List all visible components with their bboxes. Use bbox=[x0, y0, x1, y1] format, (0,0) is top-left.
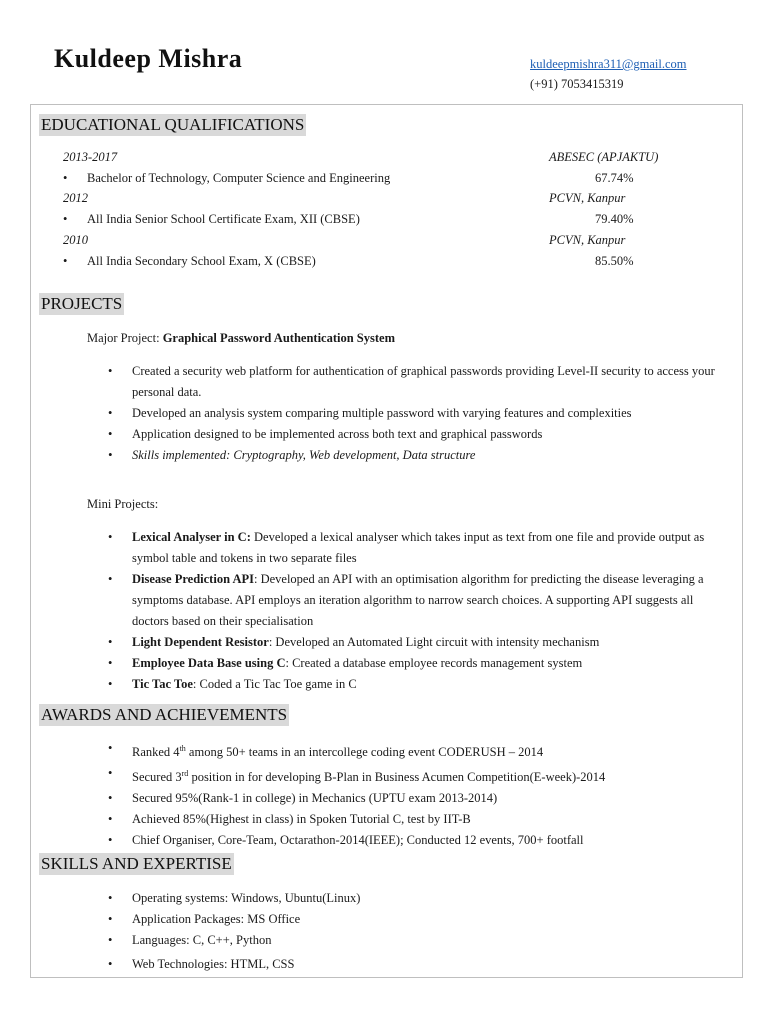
list-item bbox=[132, 674, 730, 695]
skills-implemented: • Skills implemented: Cryptography, Web development, Data structure bbox=[132, 445, 722, 466]
education-heading: EDUCATIONAL QUALIFICATIONS bbox=[41, 115, 305, 134]
list-item bbox=[132, 653, 730, 674]
mini-project-desc: : Created a database employee records management system bbox=[285, 656, 583, 670]
major-project-points bbox=[132, 361, 722, 466]
list-item: • Created a security web platform for authentication of graphical passwords providing Level-II security to access your personal data. bbox=[132, 361, 722, 403]
edu-years: 2012 bbox=[63, 191, 88, 205]
award-sup: th bbox=[179, 744, 186, 753]
list-item: • Operating systems: Windows, Ubuntu(Linux) bbox=[132, 888, 722, 909]
edu-score: 85.50% bbox=[595, 254, 634, 268]
list-item: • Chief Organiser, Core-Team, Octarathon-2014(IEEE); Conducted 12 events, 700+ footfall bbox=[132, 830, 730, 851]
list-item: • Application Packages: MS Office bbox=[132, 909, 722, 930]
edu-institution: ABESEC (APJAKTU) bbox=[549, 150, 659, 164]
phone-number: (+91) 7053415319 bbox=[530, 77, 624, 91]
list-item: • Web Technologies: HTML, CSS bbox=[132, 954, 722, 975]
skills-heading: SKILLS AND EXPERTISE bbox=[41, 854, 232, 873]
mini-project-desc: : Developed an API with an optimisation algorithm for predicting the disease leveraging a symptoms database. API employs an iteration algorithm to narrow search choices. A supporting API suggests all doctors based on their specialisation bbox=[132, 572, 704, 628]
mini-projects-label: Mini Projects: bbox=[87, 497, 159, 511]
projects-heading: PROJECTS bbox=[41, 294, 123, 313]
list-item: • Application designed to be implemented across both text and graphical passwords bbox=[132, 424, 722, 445]
skills-list bbox=[132, 888, 722, 975]
list-item bbox=[132, 763, 730, 788]
awards-heading: AWARDS AND ACHIEVEMENTS bbox=[41, 705, 288, 724]
edu-institution: PCVN, Kanpur bbox=[549, 233, 626, 247]
list-item: • Secured 95%(Rank-1 in college) in Mechanics (UPTU exam 2013-2014) bbox=[132, 788, 730, 809]
edu-degree: • All India Senior School Certificate Exam, XII (CBSE) bbox=[87, 212, 360, 227]
list-item bbox=[132, 527, 730, 569]
edu-years: 2010 bbox=[63, 233, 88, 247]
award-text: position in for developing B-Plan in Business Acumen Competition(E-week)-2014 bbox=[188, 770, 606, 785]
edu-years: 2013-2017 bbox=[63, 150, 118, 164]
list-item bbox=[132, 632, 730, 653]
email-link[interactable]: kuldeepmishra311@gmail.com bbox=[530, 57, 687, 71]
major-project-line bbox=[87, 331, 395, 346]
list-item: • Developed an analysis system comparing multiple password with varying features and complexities bbox=[132, 403, 722, 424]
contact-block bbox=[530, 54, 687, 94]
edu-degree: • All India Secondary School Exam, X (CBSE) bbox=[87, 254, 316, 269]
list-item bbox=[132, 569, 730, 632]
mini-project-title: Lexical Analyser in C: bbox=[132, 530, 251, 544]
award-text: Secured 3 bbox=[132, 770, 182, 785]
mini-project-title: Light Dependent Resistor bbox=[132, 635, 269, 649]
list-item: • Languages: C, C++, Python bbox=[132, 930, 722, 951]
award-text: among 50+ teams in an intercollege coding event CODERUSH – 2014 bbox=[185, 745, 544, 760]
edu-degree: • Bachelor of Technology, Computer Science and Engineering bbox=[87, 171, 390, 186]
mini-project-desc: Developed a lexical analyser which takes input as text from one file and provide output as symbol table and tokens in two separate files bbox=[132, 530, 705, 565]
mini-project-title: Employee Data Base using C bbox=[132, 656, 286, 670]
mini-projects-list bbox=[132, 527, 730, 695]
awards-list bbox=[132, 738, 730, 851]
mini-project-desc: : Developed an Automated Light circuit with intensity mechanism bbox=[268, 635, 600, 649]
mini-project-title: Disease Prediction API bbox=[132, 572, 254, 586]
list-item: • Achieved 85%(Highest in class) in Spoken Tutorial C, test by IIT-B bbox=[132, 809, 730, 830]
mini-project-title: Tic Tac Toe bbox=[132, 677, 193, 691]
edu-score: 79.40% bbox=[595, 212, 634, 226]
major-project-title: Graphical Password Authentication System bbox=[162, 331, 395, 345]
major-project-label: Major Project: bbox=[87, 331, 163, 345]
candidate-name: Kuldeep Mishra bbox=[54, 44, 243, 73]
edu-institution: PCVN, Kanpur bbox=[549, 191, 626, 205]
award-text: Ranked 4 bbox=[132, 745, 180, 760]
edu-score: 67.74% bbox=[595, 171, 634, 185]
award-sup: rd bbox=[181, 769, 189, 779]
mini-project-desc: : Coded a Tic Tac Toe game in C bbox=[192, 677, 357, 691]
list-item bbox=[132, 738, 730, 763]
